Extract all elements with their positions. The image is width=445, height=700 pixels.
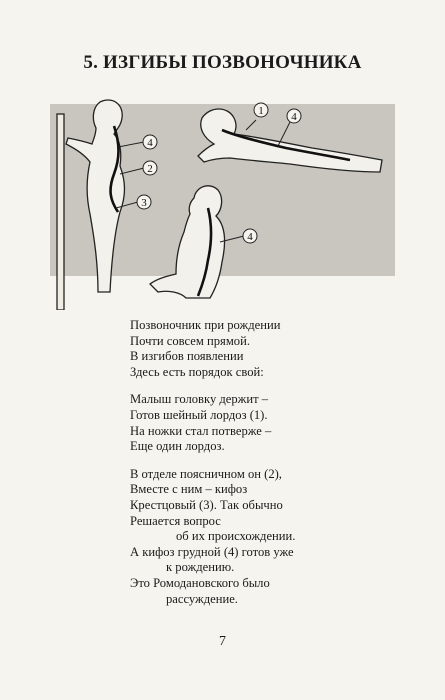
poem-line: На ножки стал потверже – bbox=[130, 423, 272, 438]
label-lumbar-lordosis: 2 bbox=[147, 163, 153, 175]
poem-line: Малыш головку держит – bbox=[130, 392, 269, 407]
label-thoracic-kyphosis-lying: 4 bbox=[291, 111, 297, 123]
poem-line: Еще один лордоз. bbox=[130, 439, 225, 454]
page-title: 5. ИЗГИБЫ ПОЗВОНОЧНИКА bbox=[83, 52, 362, 73]
poem-line: В отделе поясничном он (2), bbox=[130, 466, 282, 481]
poem-line: В изгибов появлении bbox=[130, 349, 244, 364]
support-pole bbox=[57, 114, 64, 310]
poem bbox=[130, 318, 390, 619]
label-thoracic-kyphosis-standing: 4 bbox=[147, 137, 153, 149]
poem-line: Здесь есть порядок свой: bbox=[130, 364, 264, 379]
stanza bbox=[130, 318, 390, 380]
label-thoracic-kyphosis-sitting: 4 bbox=[247, 231, 253, 243]
poem-line: Позвоночник при рождении bbox=[130, 318, 281, 332]
poem-line: Почти совсем прямой. bbox=[130, 333, 250, 348]
label-sacral-kyphosis: 3 bbox=[141, 197, 147, 209]
spine-curves-illustration bbox=[50, 92, 395, 310]
label-cervical-lordosis: 1 bbox=[258, 105, 264, 117]
poem-line: А кифоз грудной (4) готов уже bbox=[130, 544, 294, 559]
stanza bbox=[130, 392, 390, 454]
poem-line: Решается вопрос bbox=[130, 513, 221, 528]
poem-line: Это Ромодановского было bbox=[130, 575, 270, 590]
poem-line: рассуждение. bbox=[166, 591, 238, 606]
stanza bbox=[130, 467, 390, 607]
poem-line: об их происхождении. bbox=[176, 529, 296, 544]
poem-line: Крестцовый (3). Так обычно bbox=[130, 497, 283, 512]
poem-line: к рождению. bbox=[166, 560, 235, 575]
poem-line: Готов шейный лордоз (1). bbox=[130, 407, 268, 422]
poem-line: Вместе с ним – кифоз bbox=[130, 482, 248, 497]
page-number: 7 bbox=[219, 634, 226, 649]
